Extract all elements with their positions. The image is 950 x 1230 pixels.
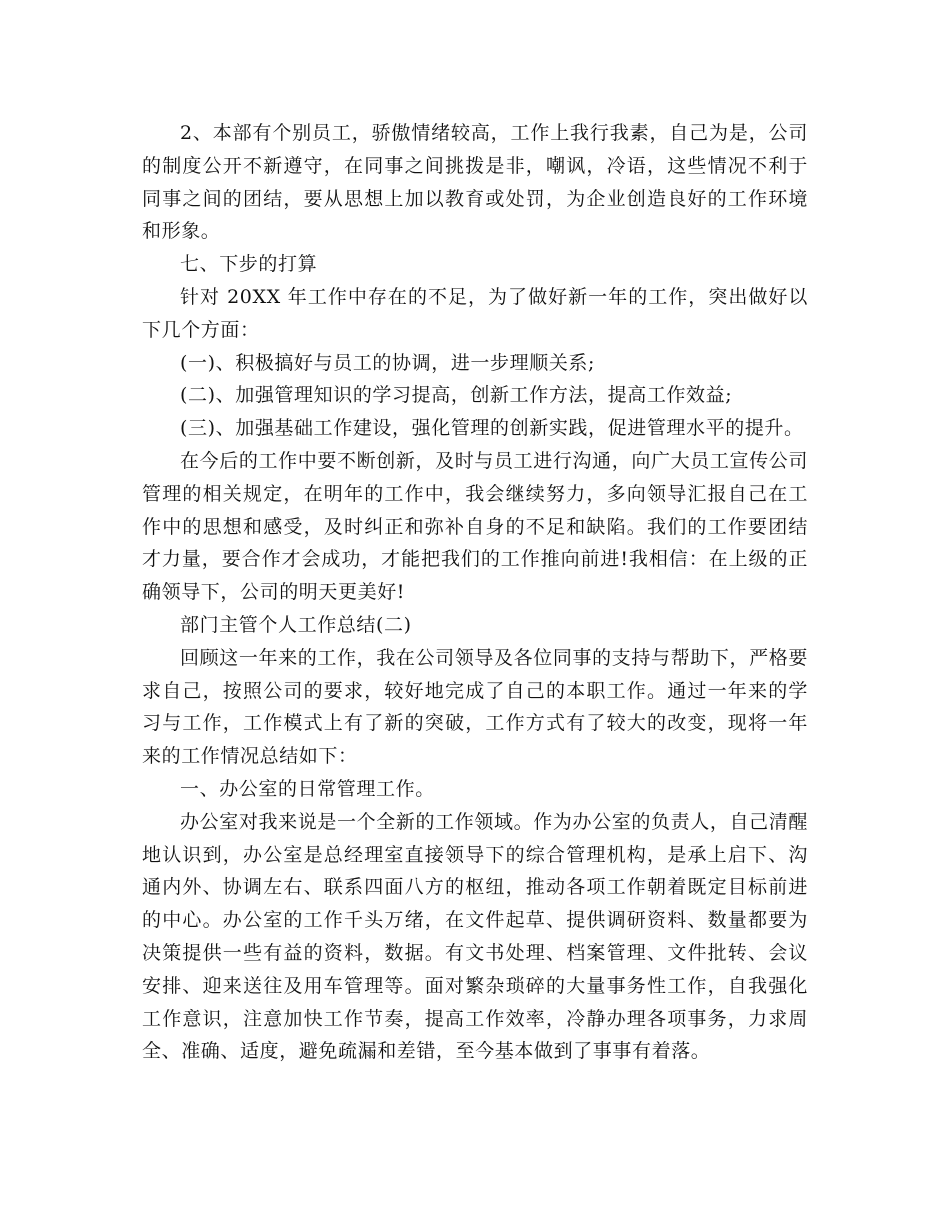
list-item-3: (三)、加强基础工作建设，强化管理的创新实践，促进管理水平的提升。 <box>180 417 804 440</box>
paragraph-year-review: 回顾这一年来的工作，我在公司领导及各位同事的支持与帮助下，严格要求自己，按照公司的要求，较好地完成了自己的本职工作。通过一年来的学习与工作，工作模式上有了新的突破，工作方式有了较大的改变，现将一年来的工作情况总结如下： <box>142 646 808 768</box>
section-title-summary-2: 部门主管个人工作总结(二) <box>180 613 412 636</box>
list-item-2: (二)、加强管理知识的学习提高，创新工作方法，提高工作效益; <box>180 384 733 407</box>
paragraph-office-work: 办公室对我来说是一个全新的工作领域。作为办公室的负责人，自己清醒地认识到，办公室是总经理室直接领导下的综合管理机构，是承上启下、沟通内外、协调左右、联系四面八方的枢纽，推动各项工作朝着既定目标前进的中心。办公室的工作千头万绪，在文件起草、提供调研资料、数量都要为决策提供一些有益的资料，数据。有文书处理、档案管理、文件批转、会议安排、迎来送往及用车管理等。面对繁杂琐碎的大量事务性工作，自我强化工作意识，注意加快工作节奏，提高工作效率，冷静办理各项事务，力求周全、准确、适度，避免疏漏和差错，至今基本做到了事事有着落。 <box>142 810 808 1063</box>
paragraph-next-year-intro: 针对 20XX 年工作中存在的不足，为了做好新一年的工作，突出做好以下几个方面： <box>142 285 808 341</box>
document-page <box>142 117 808 1068</box>
heading-next-plan: 七、下步的打算 <box>180 253 318 276</box>
heading-office-management: 一、办公室的日常管理工作。 <box>180 777 435 800</box>
paragraph-staff-attitude: 2、本部有个别员工，骄傲情绪较高，工作上我行我素，自己为是，公司的制度公开不新遵守，在同事之间挑拨是非，嘲讽，冷语，这些情况不利于同事之间的团结，要从思想上加以教育或处罚，为企业创造良好的工作环境和形象。 <box>142 122 808 243</box>
paragraph-future-work: 在今后的工作中要不断创新，及时与员工进行沟通，向广大员工宣传公司管理的相关规定，在明年的工作中，我会继续努力，多向领导汇报自己在工作中的思想和感受，及时纠正和弥补自身的不足和缺陷。我们的工作要团结才力量，要合作才会成功，才能把我们的工作推向前进!我相信：在上级的正确领导下，公司的明天更美好! <box>142 449 808 604</box>
list-item-1: (一)、积极搞好与员工的协调，进一步理顺关系; <box>180 351 596 374</box>
